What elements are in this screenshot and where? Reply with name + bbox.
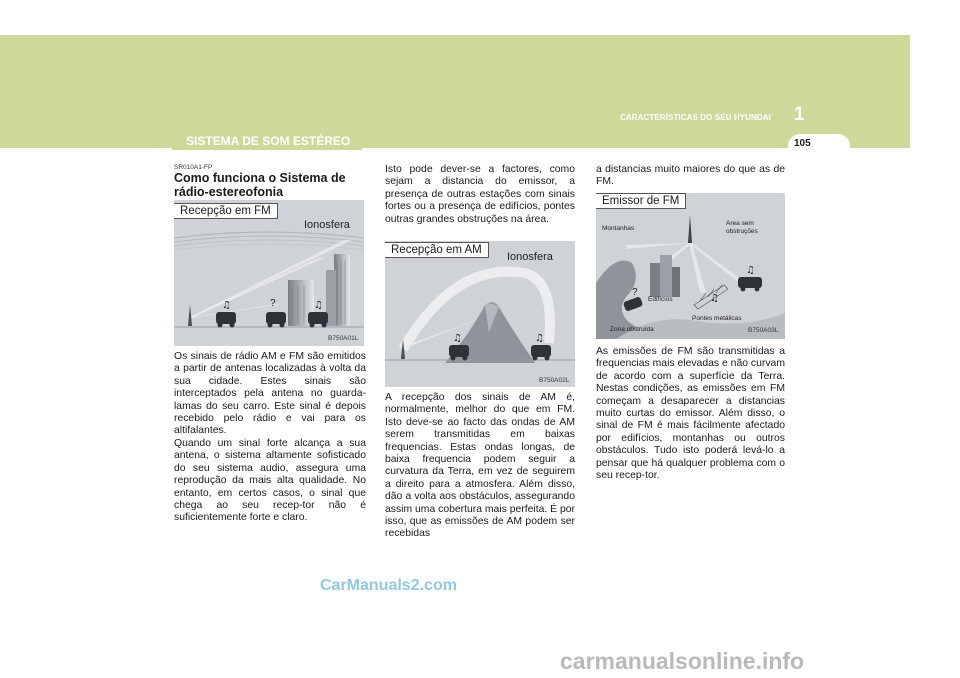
fm-question-mark: ?: [270, 298, 276, 309]
svg-text:♫: ♫: [746, 265, 755, 276]
open-area-label-2: obstruções: [726, 228, 758, 235]
column-2-paragraph-1: Isto pode dever-se a factores, como sejam a distancia do emissor, a presença de outras estações com sinais fortes ou a presença de edifícios, pontes outras grandes obstruções na área.: [385, 164, 575, 225]
svg-text:♫: ♫: [710, 293, 719, 304]
section-tab: [172, 130, 362, 150]
svg-text:♫: ♫: [314, 300, 323, 311]
fm-transmitter-illustration: [596, 193, 785, 339]
fm-transmitter-question-mark: ?: [632, 287, 638, 298]
fm-reception-label: Recepção em FM: [174, 203, 278, 219]
obstructed-zone-label: Zona obstruída: [610, 326, 654, 333]
fm-reception-figure: [174, 200, 364, 346]
column-3-paragraph-1: a distancias muito maiores do que as de FM.: [596, 164, 785, 188]
column-2-paragraph-2: A recepção dos sinais de AM é, normalmente, melhor do que em FM. Isto deve-se ao facto das ondas de AM serem transmitidas em baixas frequencias. Estas ondas longas, de baixa frequencia podem seguir a curvatura da Terra, em vez de seguirem a direito para a atmosfera. Além disso, dão a volta aos obstáculos, assegurando assim uma cobertura mais perfeita. É por isso, que as emissões de AM podem ser recebidas: [385, 392, 575, 540]
figure-code: B750A01L: [328, 335, 359, 342]
fm-transmitter-label: Emissor de FM: [596, 193, 686, 209]
buildings-label: Edifícios: [648, 296, 673, 303]
column-3-paragraph-2: As emissões de FM são transmitidas a frequencias mais elevadas e não curvam de acordo com a superfície da Terra. Nestas condições, as emissões em FM começam a desaparecer a distancias muito curtas do emissor. Além disso, o sinal de FM é mais fácilmente afectado por edifícios, montanhas ou outros obstáculos. Tudo isto poderá levá-lo a pensar que há qualquer problema com o seu recep-tor.: [596, 346, 785, 482]
am-ionosphere-label: Ionosfera: [507, 251, 553, 263]
section-heading: Como funciona o Sistema de rádio-estereofonia: [174, 171, 346, 199]
am-reception-label: Recepção em AM: [385, 242, 489, 258]
am-figure-code: B750A02L: [539, 377, 570, 384]
header-band: [0, 35, 910, 148]
chapter-label: CARACTERÍSTICAS DO SEU HYUNDAI: [620, 113, 772, 122]
ionosphere-label: Ionosfera: [304, 219, 350, 231]
fm-transmitter-figure-code: B750A03L: [748, 327, 779, 334]
am-reception-figure: [385, 241, 575, 387]
svg-text:♫: ♫: [222, 300, 231, 311]
page-number: 105: [794, 138, 811, 149]
column-1-paragraph-2: Quando um sinal forte alcança a sua antena, o sistema altamente sofisticado do seu sistema audio, assegura uma reprodução da mais alta qualidade. No entanto, em certos casos, o sinal que chega ao seu recep-tor não é suficientemente forte e claro.: [174, 438, 366, 524]
carmanuals-watermark[interactable]: CarManuals2.com: [320, 577, 457, 594]
section-code: SR010A1-FP: [174, 164, 213, 171]
section-title: SISTEMA DE SOM ESTÉREO: [186, 134, 351, 148]
chapter-number: 1: [794, 104, 805, 125]
fm-transmitter-figure: [596, 193, 785, 339]
svg-text:♫: ♫: [453, 333, 462, 344]
open-area-label-1: Area sem: [726, 220, 754, 227]
mountains-label: Montanhas: [602, 225, 635, 232]
footer-watermark: carmanualsonline.info: [560, 648, 805, 674]
svg-text:♫: ♫: [535, 333, 544, 344]
column-1-paragraph-1: Os sinais de rádio AM e FM são emitidos a partir de antenas localizadas à volta da sua cidade. Estes sinais são interceptados pela antena no guarda-lamas do seu carro. Este sinal é depois recebido pelo rádio e vai para os altifalantes.: [174, 351, 366, 437]
bridges-label: Pontes metálicas: [692, 315, 742, 322]
